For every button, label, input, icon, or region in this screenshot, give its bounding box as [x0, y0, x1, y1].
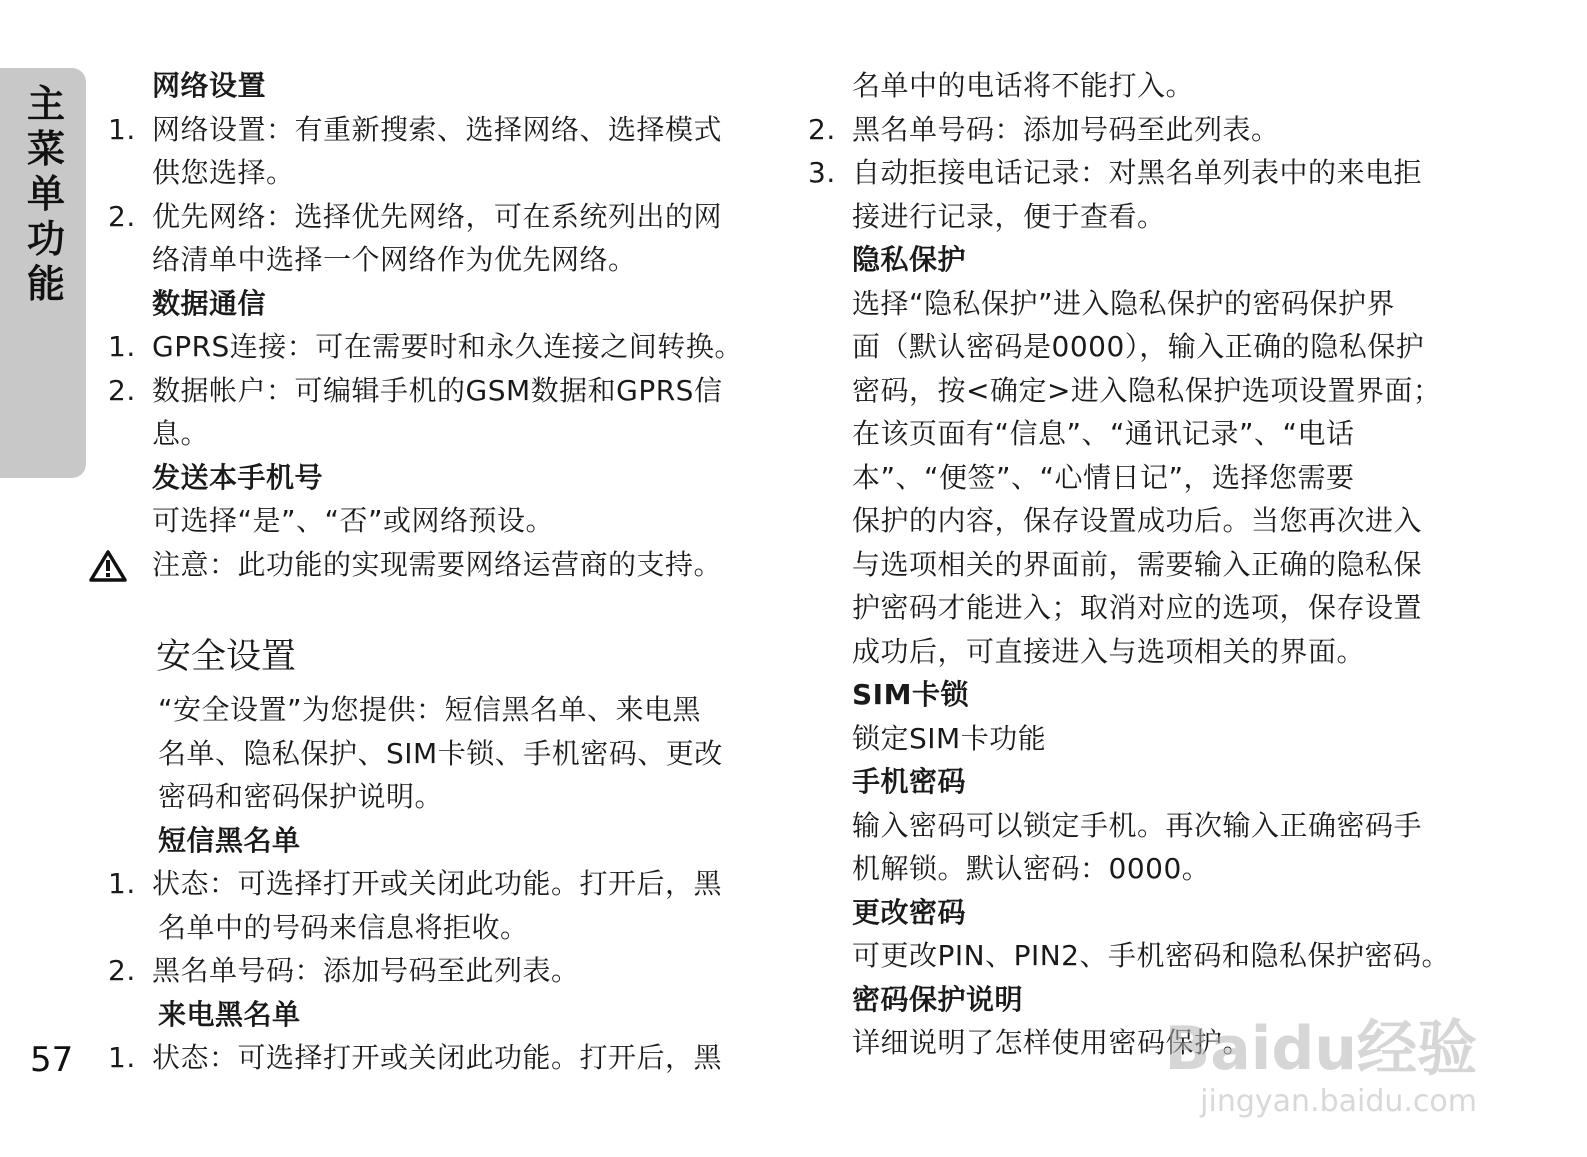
paragraph-line: 选择“隐私保护”进入隐私保护的密码保护界 [852, 286, 1396, 320]
list-item: 2. 优先网络：选择优先网络，可在系统列出的网 [108, 199, 723, 233]
change-password-heading: 更改密码 [852, 895, 967, 929]
list-item: 2. 数据帐户：可编辑手机的GSM数据和GPRS信 [108, 373, 723, 407]
call-blacklist-heading: 来电黑名单 [158, 997, 301, 1031]
note: 注意：此功能的实现需要网络运营商的支持。 [108, 543, 768, 587]
list-item: 2. 黑名单号码：添加号码至此列表。 [808, 112, 1280, 146]
list-item: 1. GPRS连接：可在需要时和永久连接之间转换。 [108, 330, 743, 363]
list-item-continuation: 名单中的号码来信息将拒收。 [158, 910, 529, 944]
paragraph-line: 详细说明了怎样使用密码保护。 [852, 1026, 1252, 1059]
security-settings-heading: 安全设置 [156, 637, 297, 677]
paragraph-line: 与选项相关的界面前，需要输入正确的隐私保 [852, 547, 1423, 581]
list-item: 1. 状态：可选择打开或关闭此功能。打开后，黑 [108, 867, 723, 900]
paragraph-line: 面（默认密码是0000），输入正确的隐私保护 [852, 330, 1425, 363]
list-item-continuation: 供您选择。 [152, 156, 295, 189]
left-column [108, 64, 768, 1080]
paragraph-line: 本”、“便签”、“心情日记”，选择您需要 [852, 460, 1355, 494]
list-item-continuation: 络清单中选择一个网络作为优先网络。 [152, 243, 637, 276]
data-comm-heading: 数据通信 [152, 286, 267, 320]
page-number: 57 [30, 1040, 74, 1080]
paragraph-line: 机解锁。默认密码：0000。 [852, 852, 1211, 885]
sms-blacklist-heading: 短信黑名单 [158, 823, 301, 857]
paragraph-line: 名单、隐私保护、SIM卡锁、手机密码、更改 [158, 736, 723, 770]
password-protection-heading: 密码保护说明 [852, 982, 1024, 1016]
paragraph-line: “安全设置”为您提供：短信黑名单、来电黑 [158, 693, 702, 726]
paragraph-line: 护密码才能进入；取消对应的选项，保存设置 [852, 591, 1423, 624]
watermark-url: jingyan.baidu.com [1200, 1084, 1477, 1119]
list-item-continuation: 名单中的电话将不能打入。 [852, 69, 1195, 102]
list-item: 2. 黑名单号码：添加号码至此列表。 [108, 954, 580, 987]
privacy-heading: 隐私保护 [852, 243, 967, 276]
paragraph-line: 成功后，可直接进入与选项相关的界面。 [852, 634, 1366, 668]
right-column [808, 64, 1468, 1065]
list-item: 1. 网络设置：有重新搜索、选择网络、选择模式 [108, 112, 723, 146]
sim-lock-heading: SIM卡锁 [852, 678, 969, 711]
send-number-text: 可选择“是”、“否”或网络预设。 [152, 504, 555, 537]
send-number-heading: 发送本手机号 [152, 460, 324, 494]
phone-password-heading: 手机密码 [852, 765, 967, 798]
paragraph-line: 在该页面有“信息”、“通讯记录”、“电话 [852, 417, 1355, 450]
list-item-continuation: 接进行记录，便于查看。 [852, 199, 1166, 233]
paragraph-line: 密码，按<确定>进入隐私保护选项设置界面； [852, 373, 1442, 407]
watermark-logo: Baidu经验 [1164, 1014, 1477, 1084]
paragraph-line: 输入密码可以锁定手机。再次输入正确密码手 [852, 808, 1423, 842]
network-settings-heading: 网络设置 [152, 69, 267, 102]
paragraph-line: 密码和密码保护说明。 [158, 780, 444, 813]
section-tab-label: 主菜单功能 [26, 82, 65, 306]
paragraph-line: 保护的内容，保存设置成功后。当您再次进入 [852, 504, 1423, 537]
list-item: 3. 自动拒接电话记录：对黑名单列表中的来电拒 [808, 156, 1423, 189]
paragraph-line: 锁定SIM卡功能 [852, 721, 1047, 755]
paragraph-line: 可更改PIN、PIN2、手机密码和隐私保护密码。 [852, 939, 1450, 972]
warning-icon [88, 549, 128, 583]
list-item: 1. 状态：可选择打开或关闭此功能。打开后，黑 [108, 1041, 723, 1074]
list-item-continuation: 息。 [152, 417, 210, 450]
